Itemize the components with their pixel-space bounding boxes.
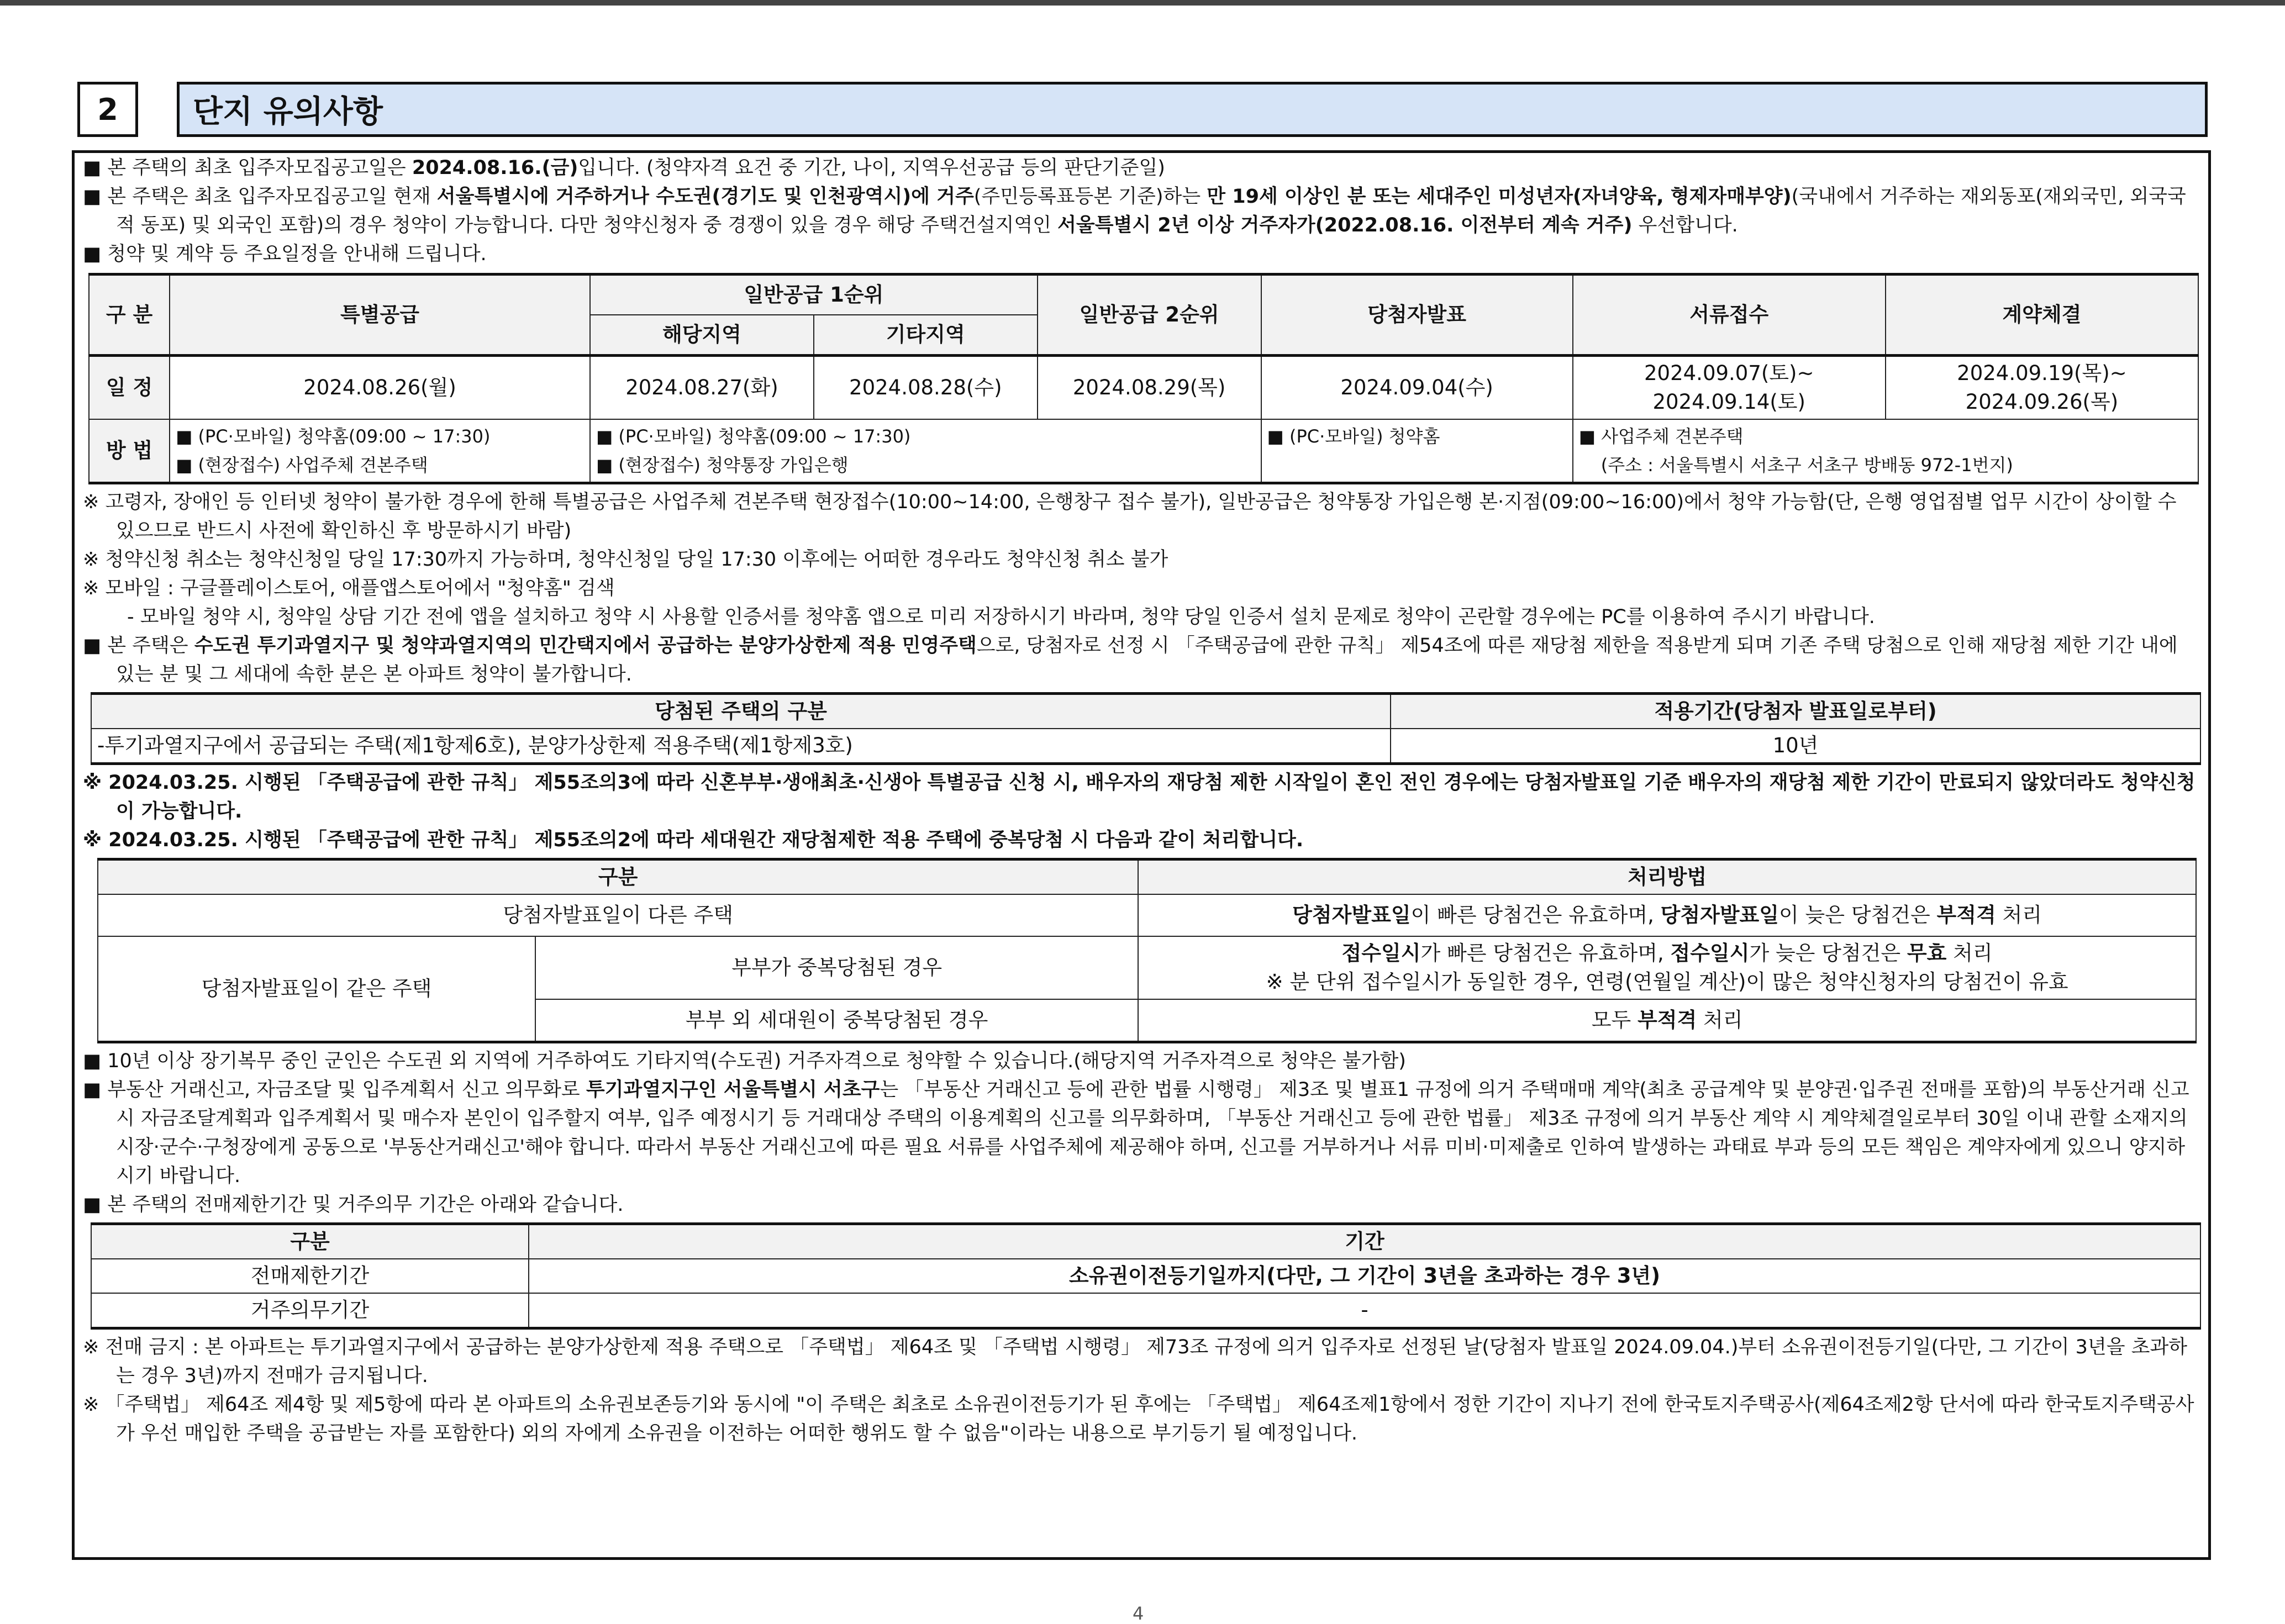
cell-docs-date: 2024.09.07(토)~ 2024.09.14(토)	[1573, 356, 1886, 420]
bullet-1: ■ 본 주택의 최초 입주자모집공고일은 2024.08.16.(금)입니다. (청약자격 요건 중 기간, 나이, 지역우선공급 등의 판단기준일)	[83, 157, 1165, 179]
cell-resale-r1: 전매제한기간	[91, 1259, 529, 1293]
th-winner: 당첨자발표	[1261, 275, 1573, 356]
cell-rewin-period: 10년	[1391, 729, 2200, 764]
cell-method-special: ■ (PC·모바일) 청약홈(09:00 ~ 17:30) ■ (현장접수) 사업주체 견본주택	[170, 419, 590, 483]
cell-dup-r3-sub: 부부 외 세대원이 중복당첨된 경우	[535, 999, 1138, 1042]
note-3: ※ 모바일 : 구글플레이스토어, 애플앱스토어에서 "청약홈" 검색	[83, 577, 615, 599]
resale-table	[91, 1222, 2201, 1330]
row-schedule-label: 일 정	[89, 356, 170, 420]
rewin-table	[91, 692, 2201, 765]
th-rewin-type: 당첨된 주택의 구분	[91, 694, 1391, 729]
th-rewin-period: 적용기간(당첨자 발표일로부터)	[1391, 694, 2200, 729]
bullet-2: ■ 본 주택은 최초 입주자모집공고일 현재 서울특별시에 거주하거나 수도권(경기도 및 인천광역시)에 거주(주민등록표등본 기준)하는 만 19세 이상인 분 또는 세대주인 미성년자(자녀양육, 형제자매부양)(국내에서 거주하는 재외동포(재외국민, 외국국적 동포) 및 외국인 포함)의 경우 청약이 가능합니다. 다만 청약신청자 중 경쟁이 있을 경우 해당 주택건설지역인 서울특별시 2년 이상 거주자가(2022.08.16. 이전부터 계속 거주) 우선합니다.	[83, 186, 2186, 236]
cell-other-date: 2024.08.28(수)	[814, 356, 1038, 420]
th-gubun: 구 분	[89, 275, 170, 356]
cell-dup-r2-sub: 부부가 중복당첨된 경우	[535, 936, 1138, 999]
th-dup-gubun: 구분	[98, 860, 1138, 895]
th-second: 일반공급 2순위	[1038, 275, 1261, 356]
cell-special-date: 2024.08.26(월)	[170, 356, 590, 420]
cell-contract-date: 2024.09.19(목)~ 2024.09.26(목)	[1886, 356, 2198, 420]
cell-resale-r1-period: 소유권이전등기일까지(다만, 그 기간이 3년을 초과하는 경우 3년)	[529, 1259, 2200, 1293]
th-resale-period: 기간	[529, 1224, 2200, 1259]
th-resale-gubun: 구분	[91, 1224, 529, 1259]
cell-winner-date: 2024.09.04(수)	[1261, 356, 1573, 420]
cell-resale-r2: 거주의무기간	[91, 1293, 529, 1328]
cell-method-general: ■ (PC·모바일) 청약홈(09:00 ~ 17:30) ■ (현장접수) 청약통장 가입은행	[590, 419, 1261, 483]
cell-second-date: 2024.08.29(목)	[1038, 356, 1261, 420]
cell-dup-r1-method: 당첨자발표일이 빠른 당첨건은 유효하며, 당첨자발표일이 늦은 당첨건은 부적격 처리	[1138, 894, 2196, 936]
cell-dup-r1: 당첨자발표일이 다른 주택	[98, 894, 1138, 936]
page-number: 4	[1133, 1603, 1144, 1624]
cell-dup-r2: 당첨자발표일이 같은 주택	[98, 936, 535, 1042]
row-method-label: 방 법	[89, 419, 170, 483]
note-end-2: ※ 「주택법」 제64조 제4항 및 제5항에 따라 본 아파트의 소유권보존등기와 동시에 "이 주택은 최초로 소유권이전등기가 된 후에는 「주택법」 제64조제1항에서 정한 기간이 지나기 전에 한국토지주택공사(제64조제2항 단서에 따라 한국토지주택공사가 우선 매입한 주택을 공급받는 자를 포함한다) 외의 자에게 소유권을 이전하는 어떠한 행위도 할 수 없음"이라는 내용으로 부기등기 될 예정입니다.	[83, 1394, 2194, 1444]
bullet-5: ■ 10년 이상 장기복무 중인 군인은 수도권 외 지역에 거주하여도 기타지역(수도권) 거주자격으로 청약할 수 있습니다.(해당지역 거주자격으로 청약은 불가함)	[83, 1050, 1406, 1072]
note-bold-1: ※ 2024.03.25. 시행된 「주택공급에 관한 규칙」 제55조의3에 따라 신혼부부·생애최초·신생아 특별공급 신청 시, 배우자의 재당첨 제한 시작일이 혼인 전인 경우에는 당첨자발표일 기준 배우자의 재당첨 제한 기간이 만료되지 않았더라도 청약신청이 가능합니다.	[83, 772, 2196, 822]
note-1: ※ 고령자, 장애인 등 인터넷 청약이 불가한 경우에 한해 특별공급은 사업주체 견본주택 현장접수(10:00~14:00, 은행창구 접수 불가), 일반공급은 청약통장 가입은행 본·지점(09:00~16:00)에서 청약 가능함(단, 은행 영업점별 업무 시간이 상이할 수 있으므로 반드시 사전에 확인하신 후 방문하시기 바람)	[83, 491, 2177, 542]
content	[83, 154, 2199, 1448]
note-sub: - 모바일 청약 시, 청약일 상담 기간 전에 앱을 설치하고 청약 시 사용할 인증서를 청약홈 앱으로 미리 저장하시기 바라며, 청약 당일 인증서 설치 문제로 청약이 곤란할 경우에는 PC를 이용하여 주시기 바랍니다.	[127, 606, 1875, 628]
bullet-6: ■ 부동산 거래신고, 자금조달 및 입주계획서 신고 의무화로 투기과열지구인 서울특별시 서초구는 「부동산 거래신고 등에 관한 법률 시행령」 제3조 및 별표1 규정에 의거 주택매매 계약(최초 공급계약 및 분양권·입주권 전매를 포함)의 부동산거래 신고 시 자금조달계획과 입주계획서 및 매수자 본인이 입주할지 여부, 입주 예정시기 등 거래대상 주택의 이용계획의 신고를 의무화하며, 「부동산 거래신고 등에 관한 법률」 제3조 규정에 의거 부동산 계약 시 계약체결일로부터 30일 이내 관할 소재지의 시장·군수·구청장에게 공동으로 '부동산거래신고'해야 합니다. 따라서 부동산 거래신고에 따른 필요 서류를 사업주체에 제공해야 하며, 신고를 거부하거나 서류 미비·미제출로 인하여 발생하는 과태료 부과 등의 모든 책임은 계약자에게 있으니 양지하시기 바랍니다.	[83, 1079, 2189, 1187]
note-bold-2: ※ 2024.03.25. 시행된 「주택공급에 관한 규칙」 제55조의2에 따라 세대원간 재당첨제한 적용 주택에 중복당첨 시 다음과 같이 처리합니다.	[83, 829, 1304, 851]
duplicate-table	[97, 858, 2197, 1043]
bullet-3: ■ 청약 및 계약 등 주요일정을 안내해 드립니다.	[83, 243, 487, 265]
schedule-table	[88, 273, 2199, 484]
cell-method-winner: ■ (PC·모바일) 청약홈	[1261, 419, 1573, 483]
th-local: 해당지역	[590, 315, 814, 356]
bullet-4: ■ 본 주택은 수도권 투기과열지구 및 청약과열지역의 민간택지에서 공급하는 분양가상한제 적용 민영주택으로, 당첨자로 선정 시 「주택공급에 관한 규칙」 제54조에 따른 재당첨 제한을 적용받게 되며 기존 주택 당첨으로 인해 재당첨 제한 기간 내에 있는 분 및 그 세대에 속한 분은 본 아파트 청약이 불가합니다.	[83, 635, 2178, 686]
th-other: 기타지역	[814, 315, 1038, 356]
th-first: 일반공급 1순위	[590, 275, 1038, 315]
th-contract: 계약체결	[1886, 275, 2198, 356]
top-rule	[0, 0, 2285, 6]
note-end-1: ※ 전매 금지 : 본 아파트는 투기과열지구에서 공급하는 분양가상한제 적용 주택으로 「주택법」 제64조 및 「주택법 시행령」 제73조 규정에 의거 입주자로 선정된 날(당첨자 발표일 2024.09.04.)부터 소유권이전등기일(다만, 그 기간이 3년을 초과하는 경우 3년)까지 전매가 금지됩니다.	[83, 1336, 2188, 1387]
cell-resale-r2-period: -	[529, 1293, 2200, 1328]
section-number: 2	[77, 82, 138, 137]
cell-dup-r2-method: 접수일시가 빠른 당첨건은 유효하며, 접수일시가 늦은 당첨건은 무효 처리 ※ 분 단위 접수일시가 동일한 경우, 연령(연월일 계산)이 많은 청약신청자의 당첨건이 유효	[1138, 936, 2196, 999]
th-docs: 서류접수	[1573, 275, 1886, 356]
th-dup-method: 처리방법	[1138, 860, 2196, 895]
cell-rewin-type: -투기과열지구에서 공급되는 주택(제1항제6호), 분양가상한제 적용주택(제1항제3호)	[91, 729, 1391, 764]
note-2: ※ 청약신청 취소는 청약신청일 당일 17:30까지 가능하며, 청약신청일 당일 17:30 이후에는 어떠한 경우라도 청약신청 취소 불가	[83, 549, 1168, 571]
cell-local-date: 2024.08.27(화)	[590, 356, 814, 420]
bullet-7: ■ 본 주택의 전매제한기간 및 거주의무 기간은 아래와 같습니다.	[83, 1194, 624, 1216]
section-title: 단지 유의사항	[177, 82, 2208, 137]
cell-method-docs: ■ 사업주체 견본주택 (주소 : 서울특별시 서초구 서초구 방배동 972-1번지)	[1573, 419, 2198, 483]
cell-dup-r3-method: 모두 부적격 처리	[1138, 999, 2196, 1042]
th-special: 특별공급	[170, 275, 590, 356]
